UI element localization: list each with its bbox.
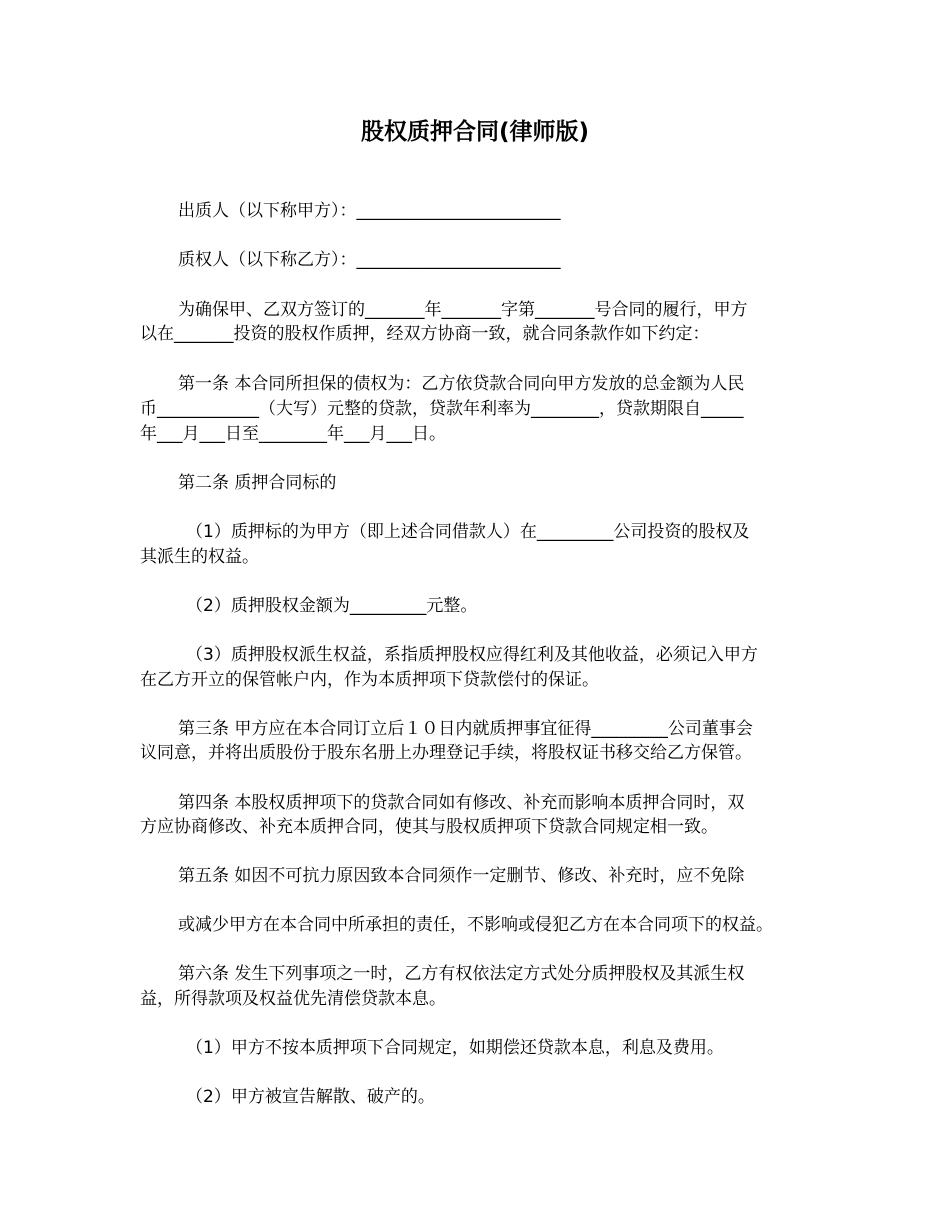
preamble-line-1: 为确保甲、乙双方签订的_______年_______字第_______号合同的履行，甲方 bbox=[178, 300, 748, 320]
article-4-line-2: 方应协商修改、补充本质押合同，使其与股权质押项下贷款合同规定相一致。 bbox=[140, 817, 718, 837]
article-6-item-1: （1）甲方不按本质押项下合同规定，如期偿还贷款本息，利息及费用。 bbox=[186, 1038, 724, 1058]
article-2-item-1-line-2: 其派生的权益。 bbox=[140, 547, 259, 567]
article-6-line-2: 益，所得款项及权益优先清偿贷款本息。 bbox=[140, 989, 446, 1009]
document-title: 股权质押合同(律师版) bbox=[360, 119, 590, 145]
preamble-line-2: 以在_______投资的股权作质押，经双方协商一致，就合同条款作如下约定： bbox=[140, 324, 710, 344]
article-1-line-3: 年___月___日至________年___月___日。 bbox=[140, 424, 446, 444]
article-6-line-1: 第六条 发生下列事项之一时，乙方有权依法定方式处分质押股权及其派生权 bbox=[178, 964, 745, 984]
pledgor-line: 出质人（以下称甲方）：________________________ bbox=[178, 201, 561, 221]
article-2-item-3-line-1: （3）质押股权派生权益，系指质押股权应得红利及其他收益，必须记入甲方 bbox=[186, 645, 758, 665]
article-3-line-1: 第三条 甲方应在本合同订立后１０日内就质押事宜征得_________公司董事会 bbox=[178, 719, 753, 739]
article-5-line-1: 第五条 如因不可抗力原因致本合同须作一定删节、修改、补充时，应不免除 bbox=[178, 866, 745, 886]
article-1-line-2: 币____________（大写）元整的贷款，贷款年利率为________，贷款期限自_____ bbox=[140, 399, 744, 419]
article-5-line-2: 或减少甲方在本合同中所承担的责任，不影响或侵犯乙方在本合同项下的权益。 bbox=[178, 915, 773, 935]
article-3-line-2: 议同意，并将出质股份于股东名册上办理登记手续，将股权证书移交给乙方保管。 bbox=[140, 743, 752, 763]
article-2-item-1-line-1: （1）质押标的为甲方（即上述合同借款人）在_________公司投资的股权及 bbox=[186, 522, 750, 542]
article-6-item-2: （2）甲方被宣告解散、破产的。 bbox=[186, 1087, 435, 1107]
article-1-line-1: 第一条 本合同所担保的债权为：乙方依贷款合同向甲方发放的总金额为人民 bbox=[178, 374, 745, 394]
article-4-line-1: 第四条 本股权质押项下的贷款合同如有修改、补充而影响本质押合同时，双 bbox=[178, 793, 745, 813]
pledgee-line: 质权人（以下称乙方）：________________________ bbox=[178, 250, 561, 270]
article-2-item-3-line-2: 在乙方开立的保管帐户内，作为本质押项下贷款偿付的保证。 bbox=[140, 670, 599, 690]
article-2-heading: 第二条 质押合同标的 bbox=[178, 473, 337, 493]
article-2-item-2: （2）质押股权金额为_________元整。 bbox=[186, 596, 478, 616]
